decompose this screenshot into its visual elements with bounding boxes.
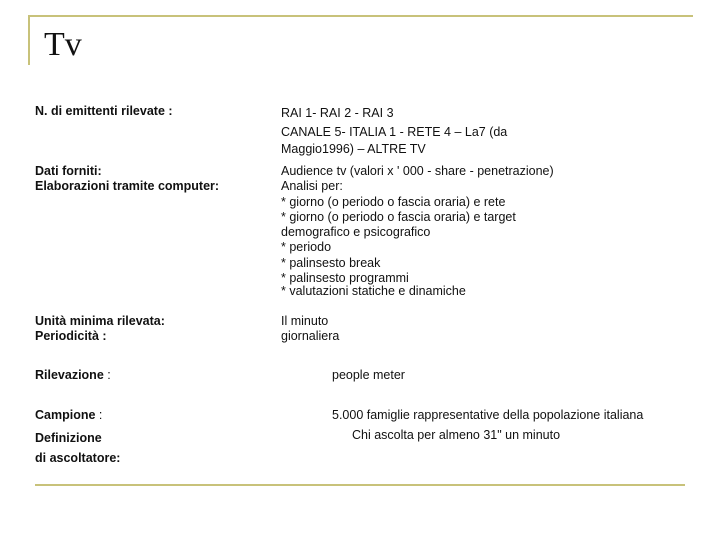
value-line: giornaliera	[281, 329, 340, 343]
value-line: * giorno (o periodo o fascia oraria) e target	[281, 210, 516, 224]
label-definizione: Definizione di ascoltatore:	[35, 431, 121, 465]
value-line: * valutazioni statiche e dinamiche	[281, 284, 466, 298]
label-emittenti: N. di emittenti rilevate :	[35, 104, 173, 118]
value-definizione: Chi ascolta per almeno 31" un minuto	[352, 428, 561, 442]
value-line: Audience tv (valori x ' 000 - share - penetrazione)	[281, 164, 554, 178]
value-line: CANALE 5- ITALIA 1 - RETE 4 – La7 (da	[281, 125, 508, 139]
value-line: Analisi per:	[281, 179, 343, 193]
frame-top-rule	[28, 15, 693, 17]
value-line: RAI 1- RAI 2 - RAI 3	[281, 106, 394, 120]
frame-bottom-rule	[35, 484, 685, 486]
label-rilevazione: Rilevazione :	[35, 368, 111, 382]
label-dati-forniti: Dati forniti: Elaborazioni tramite computer:	[35, 164, 220, 193]
value-line: * periodo	[281, 240, 332, 254]
value-line: * giorno (o periodo o fascia oraria) e rete	[281, 195, 506, 209]
value-emittenti	[281, 104, 507, 157]
label-campione: Campione :	[35, 408, 103, 422]
value-dati-forniti	[281, 164, 554, 298]
value-line: demografico e psicografico	[281, 225, 431, 239]
value-line: Maggio1996) – ALTRE TV	[281, 142, 426, 156]
value-campione: 5.000 famiglie rappresentative della popolazione italiana	[332, 408, 644, 422]
value-rilevazione: people meter	[332, 368, 405, 382]
value-line: * palinsesto programmi	[281, 271, 409, 285]
frame-vertical-rule	[28, 15, 30, 65]
label-unita-minima: Unità minima rilevata: Periodicità :	[35, 314, 165, 343]
value-line: Il minuto	[281, 314, 329, 328]
value-unita-minima	[281, 314, 339, 344]
value-line: * palinsesto break	[281, 256, 381, 270]
page-title: Tv	[44, 26, 82, 63]
